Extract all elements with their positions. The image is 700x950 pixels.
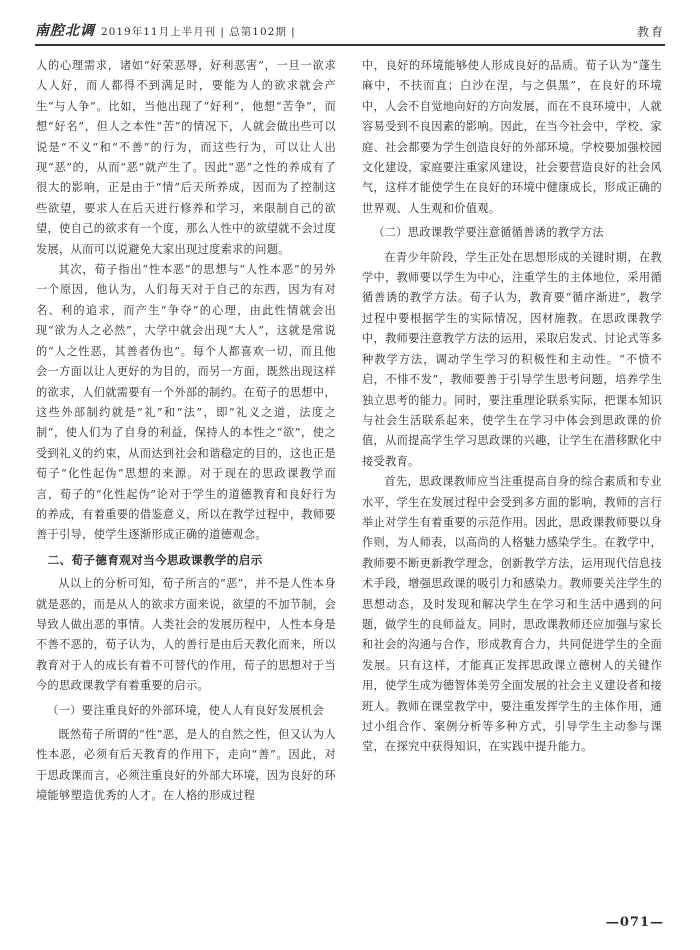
- header-left: [35, 20, 296, 40]
- paragraph: 从以上的分析可知，荀子所言的“恶”，并不是人性本身就是恶的，而是从人的欲求方面来说，欲望的不加节制，会导致人做出恶的事情。人类社会的发展历程中，人性本身是不善不恶的，荀子认为，人的善行是由后天教化而来，所以教育对于人的成长有着不可替代的作用，荀子的思想对于当今的思政课教学有着重要的启示。: [36, 577, 336, 693]
- paragraph: 既然荀子所谓的“性”恶，是人的自然之性，但又认为人性本恶，必须有后天教育的作用下，走向“善”。因此，对于思政课而言，必须注重良好的外部大环境，因为良好的环境能够塑造优秀的人才。在人格的形成过程: [36, 728, 336, 803]
- subsection-heading: （一）要注重良好的外部环境，使人人有良好发展机会: [47, 703, 325, 717]
- journal-logo: 南腔北调: [35, 23, 95, 39]
- issue-info: 2019年11月上半月刊 | 总第102期 |: [101, 26, 296, 38]
- page-number: —071—: [605, 915, 664, 930]
- right-column: [362, 56, 662, 758]
- section-label: 教育: [636, 25, 665, 39]
- left-column: [36, 56, 336, 807]
- page-header: [35, 18, 665, 46]
- paragraph: 中，良好的环境能够使人形成良好的品质。荀子认为“蓬生麻中，不扶而直；白沙在涅，与之俱黑”，在良好的环境中，人会不自觉地向好的方向发展，而在不良环境中，人就容易受到不良因素的影响。因此，在当今社会中，学校、家庭、社会都要为学生创造良好的外部环境。学校要加强校园文化建设，家庭要注重家风建设，社会要营造良好的社会风气，这样才能使学生在良好的环境中健康成长，形成正确的世界观、人生观和价值观。: [362, 59, 662, 215]
- paragraph: 首先，思政课教师应当注重提高自身的综合素质和专业水平，学生在发展过程中会受到多方面的影响，教师的言行举止对学生有着重要的示范作用。因此，思政课教师要以身作则，为人师表，以高尚的人格魅力感染学生。在教学中，教师要不断更新教学理念，创新教学方法，运用现代信息技术手段，增强思政课的吸引力和感染力。教师要关注学生的思想动态，及时发现和解决学生在学习和生活中遇到的问题，做学生的良师益友。同时，思政课教师还应加强与家长和社会的沟通与合作，形成教育合力，共同促进学生的全面发展。只有这样，才能真正发挥思政课立德树人的关键作用，使学生成为德智体美劳全面发展的社会主义建设者和接班人。教师在课堂教学中，要注重发挥学生的主体作用，通过小组合作、案例分析等多种方式，引导学生主动参与课堂，在探究中获得知识，在实践中提升能力。: [362, 475, 662, 754]
- paragraph: 在青少年阶段，学生正处在思想形成的关键时期，在教学中，教师要以学生为中心，注重学生的主体地位，采用循循善诱的教学方法。荀子认为，教育要“循序渐进”，教学过程中要根据学生的实际情况，因材施教。在思政课教学中，教师要注意教学方法的运用，采取启发式、讨论式等多种教学方法，调动学生学习的积极性和主动性。“不愤不启，不悱不发”，教师要善于引导学生思考问题，培养学生独立思考的能力。同时，要注重理论联系实际，把课本知识与社会生活联系起来，使学生在学习中体会到思政课的价值，从而提高学生学习思政课的兴趣，让学生在潜移默化中接受教育。: [362, 250, 662, 468]
- subsection-heading: （二）思政课教学要注意循循善诱的教学方法: [373, 226, 604, 240]
- paragraph: 人的心理需求，诸如“好荣恶辱，好利恶害”，一旦一欲求人人好，而人都得不到满足时，要能为人的欲求就会产生“与人争”。比如，当他出现了“好利”，他想“苦争”，而想“好名”，但人之本性“苦”的情况下，人就会做出些可以说是“不义”和“不善”的行为，而这些行为，可以让人出现“恶”的，从而“恶”就产生了。因此“恶”之性的养成有了很大的影响，正是由于“情”后天所养成，因而为了控制这些欲望，要求人在后天进行修养和学习，来限制自己的欲望，使自己的欲求有一个度，那么人性中的欲望就不会过度发展，从而可以说避免大家出现过度索求的问题。: [36, 59, 336, 256]
- section-heading: 二、荀子德育观对当今思政课教学的启示: [47, 552, 263, 567]
- paragraph: 其次，荀子指出“性本恶”的思想与“人性本恶”的另外一个原因，他认为，人们每天对于自己的东西，因为有对名、利的追求，而产生“争夺”的心理，由此性情就会出现“欲为人之必然”，大学中就会出现“大人”，这就是常说的“人之性恶，其善者伪也”。每个人都喜欢一切，而且他会一方面以让人更好的为目的，而另一方面，既然出现这样的欲求，人们就需要有一个外部的制约。在荀子的思想中，这些外部制约就是“礼”和“法”，即“礼义之道，法度之制”，使人们为了自身的利益，保持人的本性之“欲”，使之受到礼义的约束，从而达到社会和谐稳定的目的，这也正是荀子“化性起伪”思想的来源。对于现在的思政课教学而言，荀子的“化性起伪”论对于学生的道德教育和良好行为的养成，有着重要的借鉴意义，所以在教学过程中，教师要善于引导，使学生逐渐形成正确的道德观念。: [36, 263, 337, 542]
